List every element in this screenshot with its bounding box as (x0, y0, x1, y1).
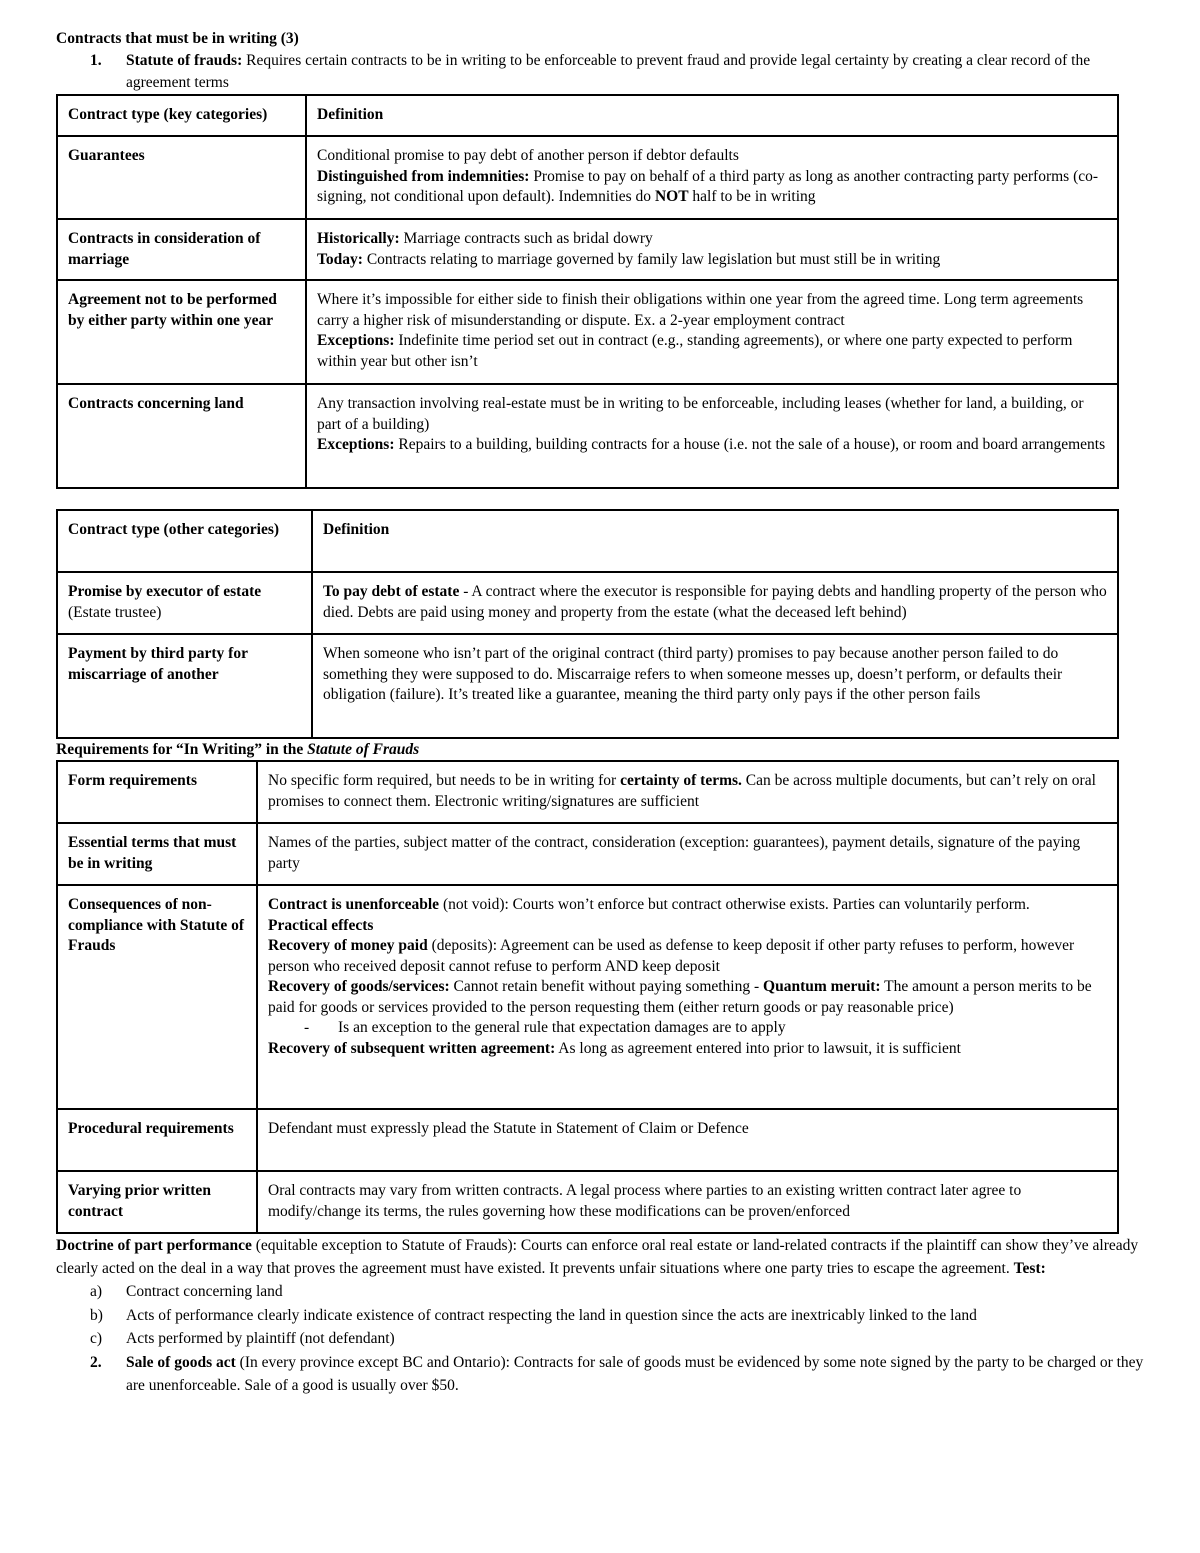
term-statute-of-frauds: Statute of frauds: (126, 52, 243, 69)
spacer (56, 489, 1146, 509)
item-text: Requires certain contracts to be in writing to be enforceable to prevent fraud and provide legal certainty by creating a clear record of the agreement terms (126, 52, 1091, 91)
text: Acts performed by plaintiff (not defendant) (126, 1330, 395, 1347)
definition-line (317, 167, 1107, 208)
heading-text: Requirements for “In Writing” in the (56, 741, 308, 758)
bold-term: Exceptions: (317, 332, 395, 349)
row-sublabel: (Estate trustee) (68, 603, 162, 621)
doctrine-paragraph (56, 1234, 1146, 1280)
list-letter: b) (90, 1306, 103, 1324)
definition-line (268, 916, 1107, 937)
definition-line (268, 977, 1107, 1018)
requirements-table (56, 760, 1119, 1234)
bold-term: Recovery of money paid (268, 937, 428, 954)
text: half to be in writing (688, 188, 816, 205)
bold-term: certainty of terms. (620, 772, 742, 789)
text: (not void): Courts won’t enforce but contract otherwise exists. Parties can voluntarily perform. (439, 896, 1030, 913)
table-row (57, 823, 1118, 885)
row-definition (306, 136, 1118, 219)
text: Indefinite time period set out in contract (e.g., standing agreements), or where one party expected to perform within year but other isn’t (317, 332, 1073, 370)
other-categories-table (56, 509, 1119, 739)
row-label: Guarantees (57, 136, 306, 219)
row-definition: Oral contracts may vary from written contracts. A legal process where parties to an existing written contract later agree to modify/change its terms, the rules governing how these modifications can be proven/enforced (257, 1171, 1118, 1233)
list-letter: a) (90, 1283, 103, 1300)
bold-term: To pay debt of estate (323, 583, 460, 600)
column-header: Contract type (other categories) (57, 510, 312, 572)
text: Marriage contracts such as bridal dowry (399, 230, 653, 247)
text: Contracts relating to marriage governed by family law legislation but must still be in writing (362, 250, 941, 268)
column-header: Definition (306, 95, 1118, 136)
row-label: Form requirements (57, 761, 257, 823)
row-label-text: Promise by executor of estate (68, 583, 262, 600)
bold-term: NOT (654, 188, 689, 205)
row-definition (306, 219, 1118, 280)
table-row (57, 384, 1118, 488)
definition-line (317, 250, 1107, 271)
row-definition (306, 384, 1118, 488)
table-row (57, 280, 1118, 384)
row-label: Contracts in consideration of marriage (57, 219, 306, 280)
row-label: Procedural requirements (57, 1109, 257, 1171)
row-definition (312, 572, 1118, 634)
text: No specific form required, but needs to be in writing for (268, 772, 621, 789)
table-row (57, 761, 1118, 823)
text: As long as agreement entered into prior to lawsuit, it is sufficient (555, 1039, 961, 1057)
definition-line: Where it’s impossible for either side to finish their obligations within one year from the agreed time. Long term agreements carry a higher risk of misunderstanding or dispute. Ex. a 2-year employment contract (317, 291, 1084, 329)
row-label: Varying prior written contract (57, 1171, 257, 1233)
row-label: Essential terms that must be in writing (57, 823, 257, 885)
row-definition (306, 280, 1118, 384)
bold-term: Recovery of subsequent written agreement: (268, 1039, 556, 1057)
bold-term: Contract is unenforceable (268, 896, 440, 913)
text: Is an exception to the general rule that expectation damages are to apply (338, 1019, 786, 1036)
row-label: Payment by third party for miscarriage of another (57, 634, 312, 738)
section-heading: Contracts that must be in writing (3) (56, 30, 299, 47)
definition-line (317, 229, 1107, 250)
definition-line (317, 331, 1107, 372)
text: (In every province except BC and Ontario): Contracts for sale of goods must be evidenced by some note signed by the party to be charged or they are unenforceable. Sale of a good is usually over $50. (126, 1353, 1144, 1394)
row-definition: Defendant must expressly plead the Statute in Statement of Claim or Defence (257, 1109, 1118, 1171)
text: The amount a person merits to be paid for goods or services provided to the person requesting them (either return goods or pay reasonable price) (268, 978, 1092, 1016)
bold-term: Historically: (317, 230, 400, 247)
list-number: 1. (90, 52, 102, 69)
dash-list-item (268, 1018, 1107, 1039)
list-item-sale-of-goods (56, 1351, 1146, 1398)
list-item (56, 1327, 1146, 1351)
bold-term: Practical effects (268, 916, 374, 934)
text: Cannot retain benefit without paying something - (449, 978, 764, 995)
list-item-statute-of-frauds (56, 50, 1146, 94)
row-definition: Names of the parties, subject matter of the contract, consideration (exception: guarantees), payment details, signature of the paying party (257, 823, 1118, 885)
table-row (57, 1109, 1118, 1171)
definition-line: Any transaction involving real-estate must be in writing to be enforceable, including leases (whether for land, a building, or part of a building) (317, 395, 1084, 433)
text: Promise to pay on behalf of a third party as long as another contracting party performs (co-signing, not conditional upon default). Indemnities do (317, 167, 1099, 205)
definition-line: Conditional promise to pay debt of another person if debtor defaults (317, 147, 739, 164)
list-number: 2. (90, 1353, 102, 1371)
row-label: Contracts concerning land (57, 384, 306, 488)
definition-line (268, 936, 1107, 977)
row-label: Consequences of non-compliance with Statute of Frauds (57, 885, 257, 1109)
text: (equitable exception to Statute of Frauds): Courts can enforce oral real estate or land-related contracts if the plaintiff can show they’ve already clearly acted on the deal in a way that proves the agreement must have existed. It prevents unfair situations where one party tries to escape the agreement. (56, 1237, 1139, 1277)
table-row (57, 136, 1118, 219)
bold-term: Distinguished from indemnities: (317, 167, 530, 185)
bold-term: Today: (317, 250, 363, 268)
term-sale-of-goods: Sale of goods act (126, 1353, 236, 1371)
bold-term: Quantum meruit: (763, 978, 881, 995)
bold-term: Test: (1013, 1260, 1046, 1277)
table-row (57, 885, 1118, 1109)
bold-term: Doctrine of part performance (56, 1237, 252, 1254)
table-row (57, 572, 1118, 634)
text: Contract concerning land (126, 1283, 283, 1300)
bold-term: Exceptions: (317, 436, 395, 453)
text: Acts of performance clearly indicate existence of contract respecting the land in question since the acts are inextricably linked to the land (126, 1306, 977, 1324)
row-definition: When someone who isn’t part of the original contract (third party) promises to pay because another person failed to do something they were supposed to do. Miscarraige refers to when someone messes up, doesn’t perform, or defaults their obligation (failure). It’s treated like a guarantee, meaning the third party only pays if the other person fails (312, 634, 1118, 738)
list-letter: c) (90, 1330, 103, 1347)
definition-line (317, 435, 1107, 456)
list-item (56, 1304, 1146, 1328)
text: (deposits): Agreement can be used as defense to keep deposit if other party refuses to perform, however person who received deposit cannot refuse to perform AND keep deposit (268, 937, 1075, 975)
column-header: Contract type (key categories) (57, 95, 306, 136)
table-row (57, 1171, 1118, 1233)
document-page (56, 28, 1146, 1398)
requirements-heading (56, 739, 1146, 760)
bold-term: Recovery of goods/services: (268, 978, 450, 995)
row-label (57, 572, 312, 634)
row-definition (257, 885, 1118, 1109)
column-header: Definition (312, 510, 1118, 572)
dash-bullet: - (304, 1019, 310, 1036)
table-row (57, 219, 1118, 280)
table-header-row (57, 95, 1118, 136)
list-item (56, 1280, 1146, 1304)
text: Can be across multiple documents, but can’t rely on oral promises to connect them. Electronic writing/signatures are sufficient (268, 772, 1096, 810)
definition-line (268, 1039, 1107, 1060)
definition-line (268, 895, 1107, 916)
text: - A contract where the executor is responsible for paying debts and handling property of the person who died. Debts are paid using money and property from the estate (what the deceased left behind) (323, 583, 1107, 621)
table-row (57, 634, 1118, 738)
key-categories-table (56, 94, 1119, 489)
row-label: Agreement not to be performed by either party within one year (57, 280, 306, 384)
heading-italic: Statute of Frauds (307, 741, 420, 758)
row-definition (257, 761, 1118, 823)
text: Repairs to a building, building contracts for a house (i.e. not the sale of a house), or room and board arrangements (394, 436, 1106, 453)
table-header-row (57, 510, 1118, 572)
